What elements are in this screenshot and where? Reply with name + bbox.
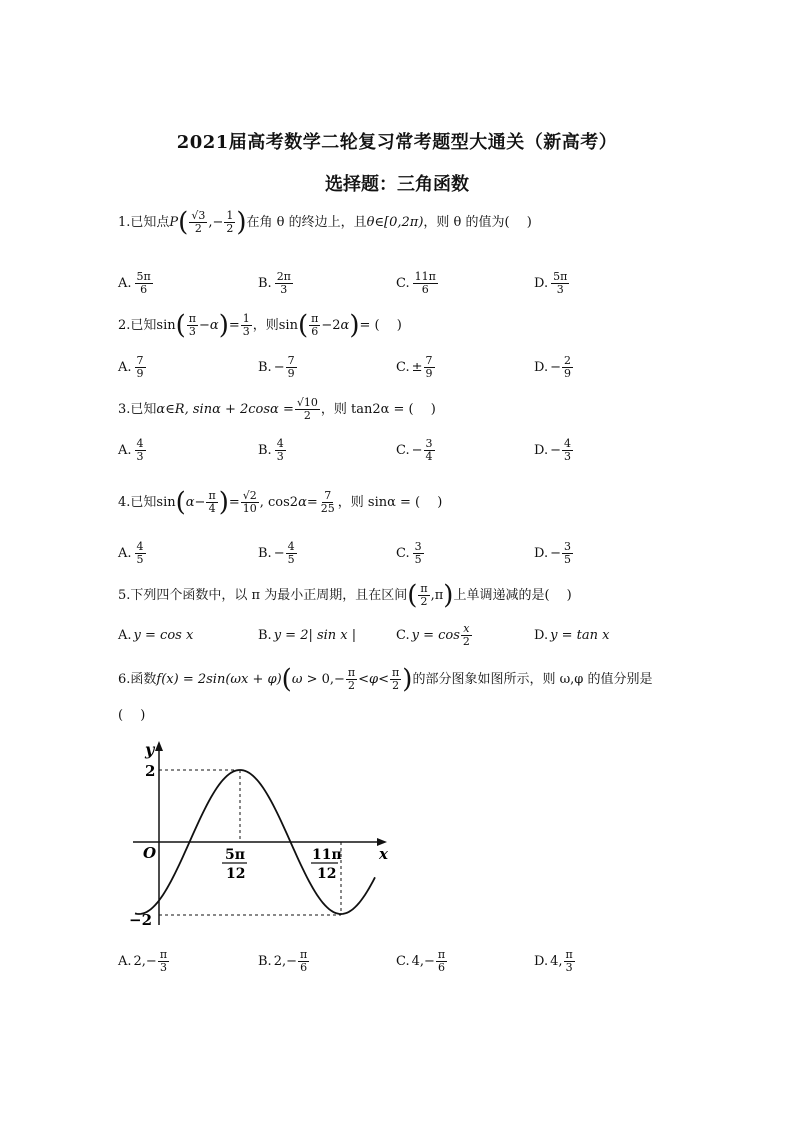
q1-frac1-den: 2 [194, 222, 202, 235]
q2-stem-b: ，则 [252, 318, 279, 333]
q1-frac2-den: 2 [226, 222, 234, 235]
q5-stem-b: 上单调递减的是( ) [453, 588, 572, 603]
question-3-options [118, 435, 678, 465]
question-1-stem: 1.已知点P( $\frac{√3}{2}$ ,− $\frac{1}{2}$ )在角 θ 的终边上，且θ∈[0,2π)，则 θ 的值为( ) [118, 207, 532, 238]
q1-option-d[interactable]: D. $\frac{5\pi}{3}$ [534, 269, 568, 296]
q2-option-b[interactable]: B. − $\frac{7}{9}$ [258, 353, 295, 380]
q4-option-d[interactable]: D. − $\frac{3}{5}$ [534, 539, 571, 566]
q1-option-a[interactable]: A. $\frac{5\pi}{6}$ [118, 269, 151, 296]
q5-option-b[interactable]: B. y = 2| sin x | [258, 627, 357, 643]
question-3-stem [118, 397, 436, 422]
q5-option-d[interactable]: D. y = tan x [534, 627, 610, 643]
q1-frac1-num: √3 [191, 209, 206, 222]
q1-frac2-num: 1 [226, 209, 234, 222]
q6-blank: ( ) [118, 708, 146, 723]
q1-point: P [169, 215, 179, 230]
q6-option-b[interactable]: B. 2,− $\frac{\pi}{6}$ [258, 947, 308, 974]
q4-stem-b: ，则 sinα = ( ) [337, 495, 443, 510]
q6-stem-a: 6.函数 [118, 672, 157, 687]
question-5-stem: 5.下列四个函数中，以 π 为最小正周期，且在区间( $\frac{\pi}{2}$ ,π)上单调递减的是( ) [118, 580, 572, 611]
question-6-options [118, 946, 678, 976]
q2-stem-c: = ( ) [359, 318, 402, 333]
q2-stem-a: 2.已知 [118, 318, 157, 333]
x2-label-den: 12 [317, 866, 337, 882]
y-axis-arrow [155, 741, 163, 751]
question-5-options [118, 620, 678, 650]
question-1-options [118, 268, 678, 298]
x2-label-num: 11π [312, 847, 342, 863]
q3-frac-den: 2 [303, 409, 311, 422]
q3-stem-a: 3.已知 [118, 402, 157, 417]
q1-stem-c: ，则 θ 的值为( ) [423, 215, 532, 230]
q5-option-a[interactable]: A. y = cos x [118, 627, 194, 643]
origin-label: O [143, 844, 157, 862]
y-max-label: 2 [145, 762, 156, 780]
question-2-options [118, 352, 678, 382]
q3-option-a[interactable]: A. $\frac{4}{3}$ [118, 436, 144, 463]
q6-option-c[interactable]: C. 4,− $\frac{\pi}{6}$ [396, 947, 446, 974]
x1-label-num: 5π [225, 847, 245, 863]
q1-option-c[interactable]: C. $\frac{11\pi}{6}$ [396, 269, 436, 296]
y-min-label: −2 [129, 911, 153, 929]
question-4-options [118, 538, 678, 568]
sine-graph [125, 735, 395, 930]
q4-option-a[interactable]: A. $\frac{4}{5}$ [118, 539, 144, 566]
q3-option-b[interactable]: B. $\frac{4}{3}$ [258, 436, 284, 463]
q1-stem-b: 在角 θ 的终边上，且 [246, 215, 367, 230]
q2-option-d[interactable]: D. − $\frac{2}{9}$ [534, 353, 571, 380]
q4-option-b[interactable]: B. − $\frac{4}{5}$ [258, 539, 295, 566]
q6-option-a[interactable]: A. 2,− $\frac{\pi}{3}$ [118, 947, 168, 974]
q3-condition: α∈R, sinα + 2cosα = [156, 402, 294, 417]
page-subtitle: 选择题：三角函数 [325, 174, 469, 195]
q3-stem-b: ，则 tan2α = ( ) [320, 402, 436, 417]
x-axis-label: x [379, 845, 388, 863]
page-title: 2021届高考数学二轮复习常考题型大通关（新高考） [176, 132, 618, 153]
q5-stem-a: 5.下列四个函数中，以 π 为最小正周期，且在区间 [118, 588, 408, 603]
q6-option-d[interactable]: D. 4, $\frac{\pi}{3}$ [534, 947, 573, 974]
question-4-stem: 4.已知sin(α− $\frac{\pi}{4}$ )= $\frac{√2}{10}$ , cos2α= $\frac{7}{25}$ ，则 sinα = ( ) [118, 487, 443, 518]
q1-option-b[interactable]: B. $\frac{2\pi}{3}$ [258, 269, 291, 296]
q3-frac-num: √10 [296, 396, 318, 409]
q6-function: f(x) = 2sin(ωx + φ) [156, 672, 282, 687]
q4-stem-a: 4.已知 [118, 495, 157, 510]
q2-option-a[interactable]: A. $\frac{7}{9}$ [118, 353, 144, 380]
q4-option-c[interactable]: C. $\frac{3}{5}$ [396, 539, 422, 566]
q3-option-c[interactable]: C. − $\frac{3}{4}$ [396, 436, 433, 463]
q3-option-d[interactable]: D. − $\frac{4}{3}$ [534, 436, 571, 463]
question-6-stem: 6.函数f(x) = 2sin(ωx + φ)(ω > 0,− $\frac{\pi}{2}$ <φ< $\frac{\pi}{2}$ )的部分图象如图所示，则 ω,φ 的值分别是 [118, 664, 653, 695]
q5-option-c[interactable]: C. y = cos $\frac{x}{2}$ [396, 621, 470, 648]
x1-label-den: 12 [226, 866, 246, 882]
q1-stem-a: 1.已知点 [118, 215, 170, 230]
q6-stem-b: 的部分图象如图所示，则 ω,φ 的值分别是 [412, 672, 653, 687]
q1-domain: θ∈[0,2π) [366, 215, 424, 230]
y-axis-label: y [145, 740, 155, 759]
question-2-stem: 2.已知sin( $\frac{\pi}{3}$ −α)= $\frac{1}{3}$ ，则sin( $\frac{\pi}{6}$ −2α)= ( ) [118, 310, 402, 341]
q2-option-c[interactable]: C. ± $\frac{7}{9}$ [396, 353, 433, 380]
